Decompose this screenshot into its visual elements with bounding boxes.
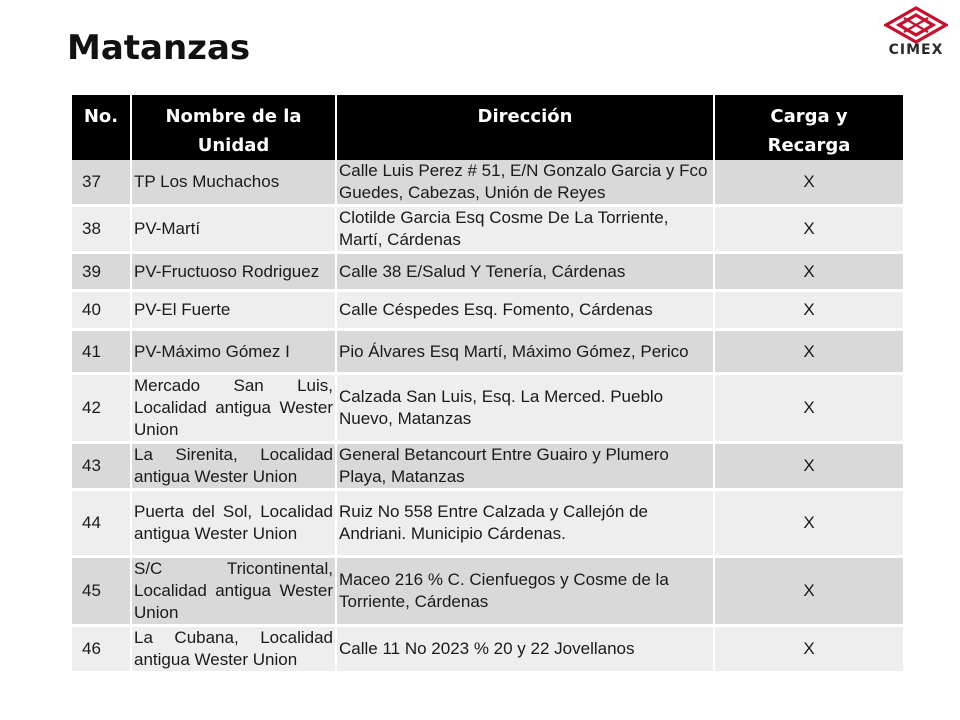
unit-name: TP Los Muchachos: [131, 160, 336, 206]
row-number: 42: [72, 374, 131, 443]
table-row: [72, 490, 903, 557]
carga-recarga-mark: X: [714, 443, 903, 490]
row-number: 40: [72, 291, 131, 330]
carga-recarga-mark: X: [714, 160, 903, 206]
header-nombre: Nombre de la Unidad: [131, 95, 336, 160]
table-header-row: [72, 95, 903, 160]
row-number: 37: [72, 160, 131, 206]
carga-recarga-mark: X: [714, 557, 903, 626]
unit-name: Mercado San Luis, Localidad antigua Wester Union: [131, 374, 336, 443]
table-row: [72, 330, 903, 374]
table-row: [72, 557, 903, 626]
unit-name: La Sirenita, Localidad antigua Wester Union: [131, 443, 336, 490]
units-table: [72, 95, 903, 674]
unit-address: Calle Céspedes Esq. Fomento, Cárdenas: [336, 291, 714, 330]
cimex-logo: [876, 6, 956, 66]
unit-address: Maceo 216 % C. Cienfuegos y Cosme de la Torriente, Cárdenas: [336, 557, 714, 626]
carga-recarga-mark: X: [714, 253, 903, 291]
unit-address: Calle 38 E/Salud Y Tenería, Cárdenas: [336, 253, 714, 291]
unit-address: Calle Luis Perez # 51, E/N Gonzalo Garcia y Fco Guedes, Cabezas, Unión de Reyes: [336, 160, 714, 206]
unit-name: PV-Fructuoso Rodriguez: [131, 253, 336, 291]
carga-recarga-mark: X: [714, 490, 903, 557]
carga-recarga-mark: X: [714, 206, 903, 253]
row-number: 45: [72, 557, 131, 626]
row-number: 38: [72, 206, 131, 253]
row-number: 43: [72, 443, 131, 490]
unit-address: General Betancourt Entre Guairo y Plumero Playa, Matanzas: [336, 443, 714, 490]
unit-address: Clotilde Garcia Esq Cosme De La Torriente, Martí, Cárdenas: [336, 206, 714, 253]
header-direccion: Dirección: [336, 95, 714, 160]
unit-address: Ruiz No 558 Entre Calzada y Callejón de Andriani. Municipio Cárdenas.: [336, 490, 714, 557]
unit-address: Calzada San Luis, Esq. La Merced. Pueblo Nuevo, Matanzas: [336, 374, 714, 443]
unit-name: Puerta del Sol, Localidad antigua Wester Union: [131, 490, 336, 557]
carga-recarga-mark: X: [714, 291, 903, 330]
logo-text: CIMEX: [888, 42, 944, 58]
page-title: Matanzas: [67, 28, 251, 68]
table-row: [72, 374, 903, 443]
table-row: [72, 291, 903, 330]
unit-name: PV-Máximo Gómez I: [131, 330, 336, 374]
table-row: [72, 253, 903, 291]
cimex-logo-icon: [884, 6, 948, 44]
unit-name: La Cubana, Localidad antigua Wester Union: [131, 626, 336, 673]
header-carga-recarga: Carga y Recarga: [714, 95, 903, 160]
row-number: 44: [72, 490, 131, 557]
unit-name: PV-El Fuerte: [131, 291, 336, 330]
row-number: 39: [72, 253, 131, 291]
carga-recarga-mark: X: [714, 626, 903, 673]
table-row: [72, 443, 903, 490]
carga-recarga-mark: X: [714, 374, 903, 443]
unit-name: S/C Tricontinental, Localidad antigua Wester Union: [131, 557, 336, 626]
row-number: 46: [72, 626, 131, 673]
header-no: No.: [72, 95, 131, 160]
unit-address: Pio Álvares Esq Martí, Máximo Gómez, Perico: [336, 330, 714, 374]
table-row: [72, 206, 903, 253]
carga-recarga-mark: X: [714, 330, 903, 374]
table-row: [72, 626, 903, 673]
table-row: [72, 160, 903, 206]
row-number: 41: [72, 330, 131, 374]
unit-name: PV-Martí: [131, 206, 336, 253]
unit-address: Calle 11 No 2023 % 20 y 22 Jovellanos: [336, 626, 714, 673]
